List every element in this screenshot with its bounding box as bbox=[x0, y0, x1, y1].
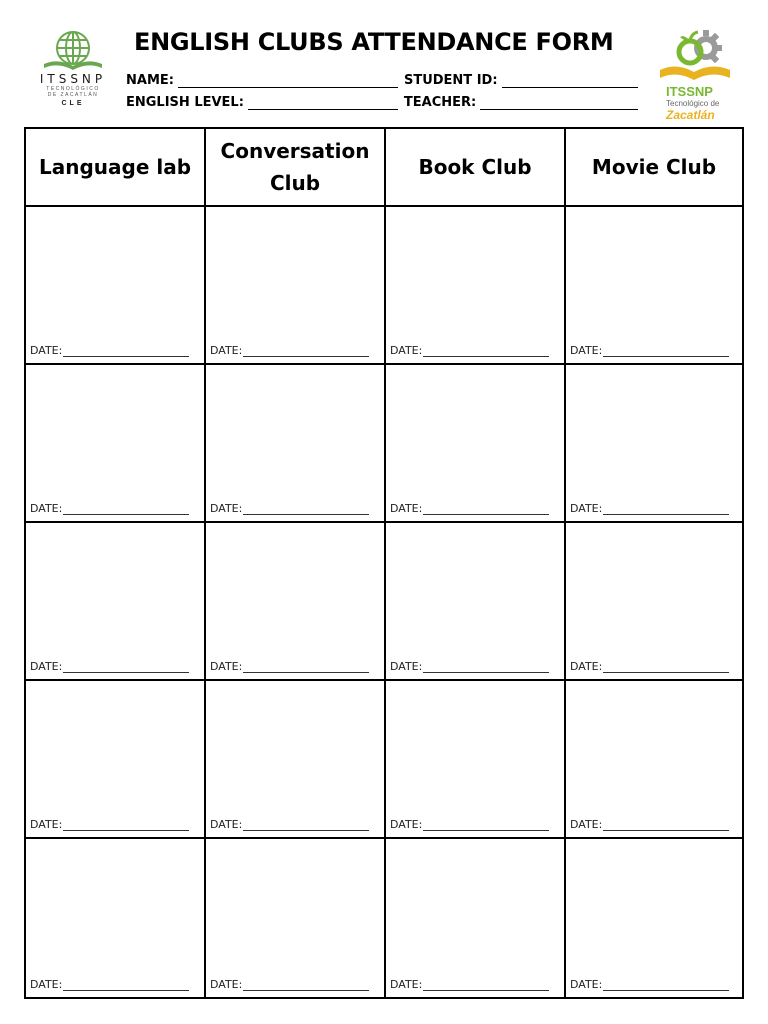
date-label: DATE: bbox=[210, 344, 243, 357]
date-label: DATE: bbox=[570, 344, 603, 357]
student-id-label: STUDENT ID: bbox=[403, 73, 498, 88]
teacher-label: TEACHER: bbox=[403, 95, 477, 110]
date-line[interactable] bbox=[243, 346, 369, 357]
english-level-label: ENGLISH LEVEL: bbox=[126, 95, 244, 110]
page-title: ENGLISH CLUBS ATTENDANCE FORM bbox=[134, 28, 614, 56]
date-field[interactable] bbox=[390, 818, 549, 831]
attendance-cell[interactable] bbox=[26, 365, 206, 523]
date-label: DATE: bbox=[570, 660, 603, 673]
attendance-cell[interactable] bbox=[26, 207, 206, 365]
date-label: DATE: bbox=[390, 978, 423, 991]
attendance-cell[interactable] bbox=[206, 207, 386, 365]
column-header-conversation-club: Conversation Club bbox=[206, 129, 386, 207]
date-field[interactable] bbox=[210, 660, 369, 673]
date-label: DATE: bbox=[30, 978, 63, 991]
itssnp-cle-logo bbox=[30, 30, 116, 120]
date-label: DATE: bbox=[30, 660, 63, 673]
date-label: DATE: bbox=[30, 502, 63, 515]
date-line[interactable] bbox=[603, 820, 729, 831]
date-field[interactable] bbox=[570, 660, 729, 673]
right-logo-line3: Zacatlán bbox=[666, 108, 715, 122]
date-label: DATE: bbox=[210, 818, 243, 831]
attendance-cell[interactable] bbox=[26, 523, 206, 681]
date-label: DATE: bbox=[570, 502, 603, 515]
date-field[interactable] bbox=[30, 978, 189, 991]
date-field[interactable] bbox=[210, 978, 369, 991]
date-line[interactable] bbox=[63, 980, 189, 991]
date-line[interactable] bbox=[243, 820, 369, 831]
date-field[interactable] bbox=[390, 660, 549, 673]
left-logo-unit: CLE bbox=[61, 100, 85, 107]
date-field[interactable] bbox=[30, 502, 189, 515]
date-field[interactable] bbox=[570, 818, 729, 831]
globe-book-icon bbox=[40, 30, 106, 70]
date-label: DATE: bbox=[390, 344, 423, 357]
date-field[interactable] bbox=[30, 344, 189, 357]
attendance-cell[interactable] bbox=[206, 523, 386, 681]
date-field[interactable] bbox=[570, 502, 729, 515]
date-line[interactable] bbox=[243, 662, 369, 673]
name-field[interactable] bbox=[178, 73, 398, 88]
date-line[interactable] bbox=[423, 346, 549, 357]
right-logo-brand: ITSSNP bbox=[666, 84, 713, 99]
date-label: DATE: bbox=[210, 660, 243, 673]
date-line[interactable] bbox=[423, 662, 549, 673]
left-logo-sub-1: TECNOLÓGICO bbox=[46, 86, 100, 92]
date-label: DATE: bbox=[390, 660, 423, 673]
date-field[interactable] bbox=[30, 660, 189, 673]
teacher-field[interactable] bbox=[480, 95, 638, 110]
date-line[interactable] bbox=[423, 504, 549, 515]
attendance-cell[interactable] bbox=[566, 839, 742, 997]
attendance-cell[interactable] bbox=[566, 523, 742, 681]
date-field[interactable] bbox=[30, 818, 189, 831]
date-label: DATE: bbox=[390, 818, 423, 831]
date-field[interactable] bbox=[210, 818, 369, 831]
left-logo-brand: ITSSNP bbox=[39, 72, 107, 86]
date-label: DATE: bbox=[570, 978, 603, 991]
attendance-cell[interactable] bbox=[26, 681, 206, 839]
date-field[interactable] bbox=[390, 502, 549, 515]
attendance-cell[interactable] bbox=[386, 365, 566, 523]
date-label: DATE: bbox=[30, 344, 63, 357]
date-line[interactable] bbox=[63, 346, 189, 357]
attendance-cell[interactable] bbox=[566, 681, 742, 839]
date-label: DATE: bbox=[570, 818, 603, 831]
field-row-2 bbox=[126, 88, 646, 110]
date-field[interactable] bbox=[570, 978, 729, 991]
date-label: DATE: bbox=[390, 502, 423, 515]
date-label: DATE: bbox=[30, 818, 63, 831]
column-header-book-club: Book Club bbox=[386, 129, 566, 207]
attendance-cell[interactable] bbox=[386, 207, 566, 365]
student-id-field[interactable] bbox=[502, 73, 638, 88]
attendance-cell[interactable] bbox=[386, 523, 566, 681]
date-field[interactable] bbox=[390, 344, 549, 357]
date-line[interactable] bbox=[603, 346, 729, 357]
date-line[interactable] bbox=[63, 504, 189, 515]
date-line[interactable] bbox=[243, 504, 369, 515]
attendance-table bbox=[24, 127, 744, 999]
attendance-cell[interactable] bbox=[566, 207, 742, 365]
attendance-cell[interactable] bbox=[206, 365, 386, 523]
date-label: DATE: bbox=[210, 502, 243, 515]
date-line[interactable] bbox=[63, 820, 189, 831]
attendance-cell[interactable] bbox=[206, 839, 386, 997]
date-line[interactable] bbox=[603, 662, 729, 673]
date-line[interactable] bbox=[603, 504, 729, 515]
column-header-movie-club: Movie Club bbox=[566, 129, 742, 207]
left-logo-sub-2: DE ZACATLÁN bbox=[47, 92, 99, 98]
apple-gear-book-icon bbox=[656, 28, 734, 86]
english-level-field[interactable] bbox=[248, 95, 398, 110]
attendance-cell[interactable] bbox=[26, 839, 206, 997]
itssnp-zacatlan-logo bbox=[656, 28, 734, 124]
student-fields bbox=[126, 66, 646, 110]
date-line[interactable] bbox=[63, 662, 189, 673]
date-line[interactable] bbox=[423, 820, 549, 831]
attendance-cell[interactable] bbox=[386, 839, 566, 997]
date-field[interactable] bbox=[210, 344, 369, 357]
date-line[interactable] bbox=[603, 980, 729, 991]
attendance-cell[interactable] bbox=[386, 681, 566, 839]
date-line[interactable] bbox=[423, 980, 549, 991]
right-logo-line2: Tecnológico de bbox=[666, 99, 720, 108]
attendance-cell[interactable] bbox=[206, 681, 386, 839]
date-field[interactable] bbox=[570, 344, 729, 357]
date-field[interactable] bbox=[390, 978, 549, 991]
date-label: DATE: bbox=[210, 978, 243, 991]
attendance-cell[interactable] bbox=[566, 365, 742, 523]
name-label: NAME: bbox=[126, 73, 174, 88]
date-field[interactable] bbox=[210, 502, 369, 515]
field-row-1 bbox=[126, 66, 646, 88]
column-header-language-lab: Language lab bbox=[26, 129, 206, 207]
date-line[interactable] bbox=[243, 980, 369, 991]
